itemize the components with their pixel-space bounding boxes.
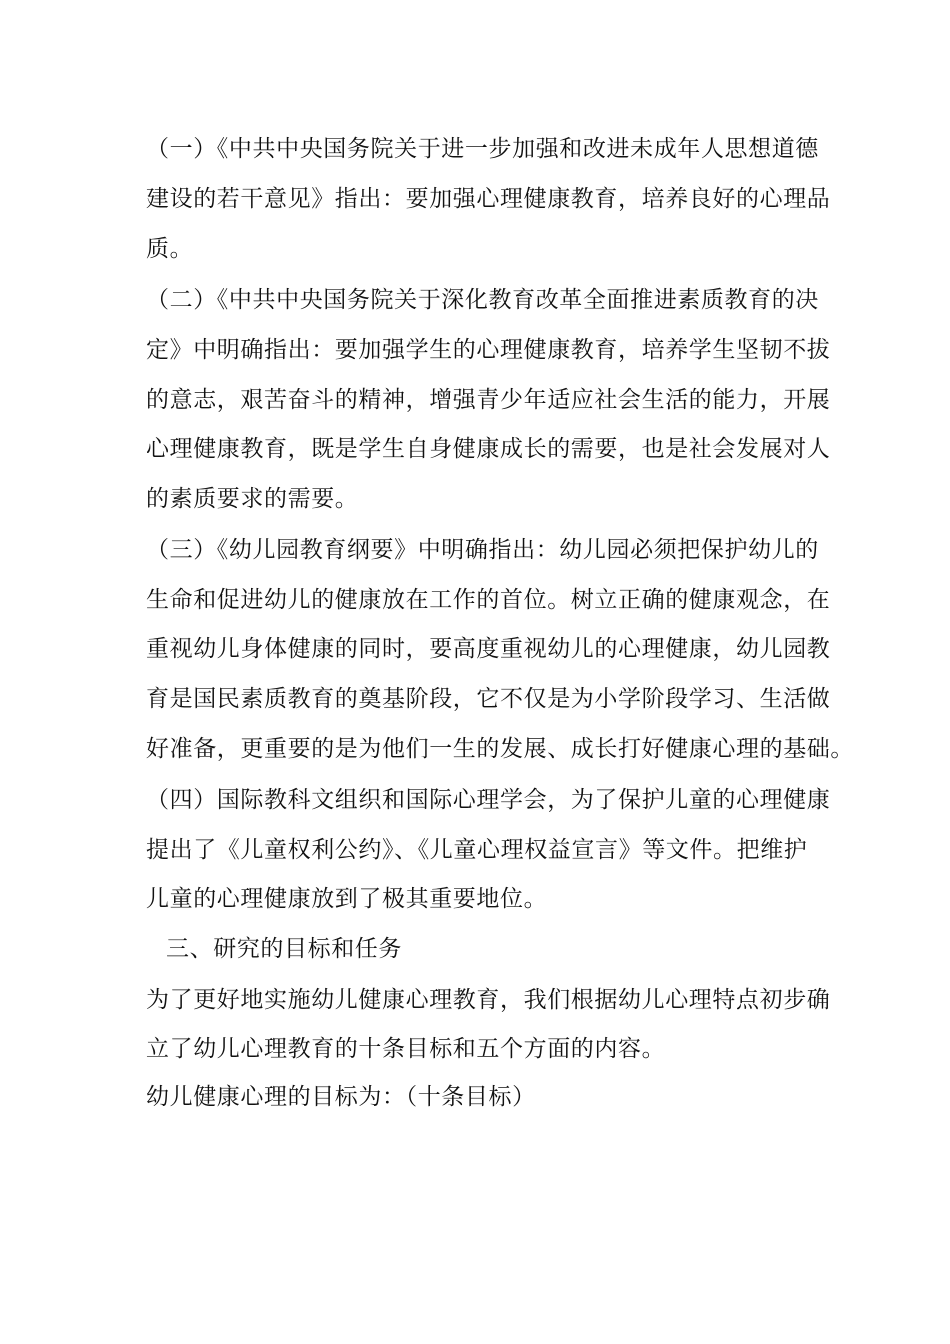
text-line: 儿童的心理健康放到了极其重要地位。: [146, 886, 548, 912]
text-line: 建设的若干意见》指出：要加强心理健康教育，培养良好的心理品: [146, 186, 831, 212]
section-heading: 三、研究的目标和任务: [166, 936, 402, 962]
text-line: 提出了《儿童权利公约》、《儿童心理权益宣言》等文件。把维护: [146, 837, 808, 863]
text-line: （一）《中共中央国务院关于进一步加强和改进未成年人思想道德: [146, 136, 819, 162]
text-line: 的意志，艰苦奋斗的精神，增强青少年适应社会生活的能力，开展: [146, 387, 831, 413]
text-line: 的素质要求的需要。: [146, 486, 359, 512]
text-line: 幼儿健康心理的目标为：（十条目标）: [146, 1084, 536, 1110]
text-line: 生命和促进幼儿的健康放在工作的首位。树立正确的健康观念，在: [146, 587, 831, 613]
text-line: 质。: [146, 236, 194, 262]
text-line: 定》中明确指出：要加强学生的心理健康教育，培养学生坚韧不拔: [146, 337, 831, 363]
text-line: （三）《幼儿园教育纲要》中明确指出：幼儿园必须把保护幼儿的: [146, 537, 819, 563]
text-line: 重视幼儿身体健康的同时，要高度重视幼儿的心理健康，幼儿园教: [146, 636, 831, 662]
text-line: 为了更好地实施幼儿健康心理教育，我们根据幼儿心理特点初步确: [146, 987, 831, 1013]
text-line: 心理健康教育，既是学生自身健康成长的需要，也是社会发展对人: [146, 436, 831, 462]
text-line: （四）国际教科文组织和国际心理学会，为了保护儿童的心理健康: [146, 787, 831, 813]
text-line: 育是国民素质教育的奠基阶段，它不仅是为小学阶段学习、生活做: [146, 686, 831, 712]
text-line: 好准备，更重要的是为他们一生的发展、成长打好健康心理的基础。: [146, 736, 854, 762]
text-line: （二）《中共中央国务院关于深化教育改革全面推进素质教育的决: [146, 287, 819, 313]
text-line: 立了幼儿心理教育的十条目标和五个方面的内容。: [146, 1036, 666, 1062]
